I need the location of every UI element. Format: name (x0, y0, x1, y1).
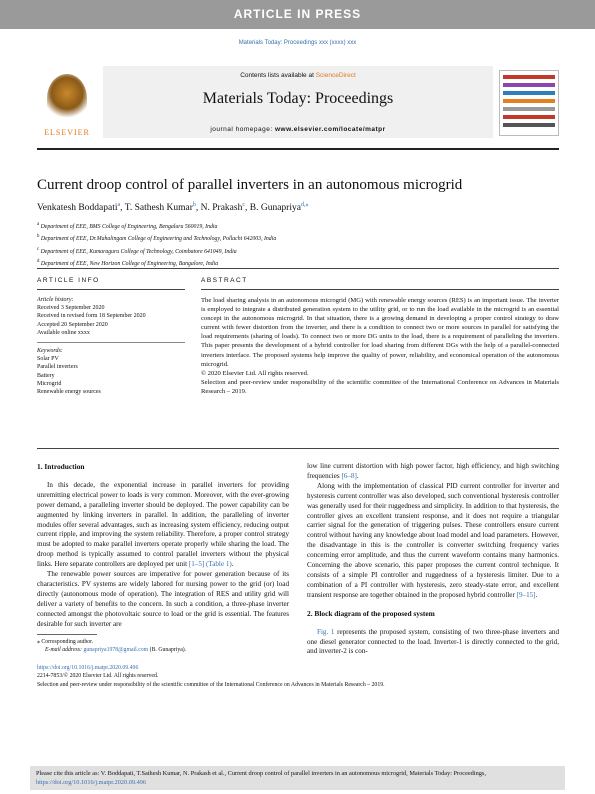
keyword: Microgrid (37, 380, 62, 387)
affiliation: $^c$ Department of EEE, Kumaraguru College of Technology, Coimbatore 641049, India (37, 246, 237, 255)
contents-prefix: Contents lists available at (240, 72, 316, 79)
homepage-url-link[interactable]: www.elsevier.com/locate/matpr (274, 126, 386, 133)
article-in-press-banner: ARTICLE IN PRESS (0, 0, 595, 29)
table-link[interactable]: (Table 1) (206, 560, 232, 569)
history-item: Available online xxxx (37, 329, 90, 336)
abstract-peer-review: Selection and peer-review under responsibility of the scientific committee of the International Conference on Advances in Materials Research – 2019. (201, 378, 559, 395)
author-affil-mark[interactable]: d,⁎ (300, 202, 309, 208)
history-item: Received in revised form 18 September 2020 (37, 313, 146, 320)
history-item: Accepted 20 September 2020 (37, 321, 108, 328)
author[interactable]: B. Gunapriya (249, 203, 301, 214)
keyword: Solar PV (37, 356, 59, 363)
citation-link[interactable]: [1–5] (188, 560, 205, 569)
article-title: Current droop control of parallel inverters in an autonomous microgrid (37, 177, 463, 193)
copyright-line: © 2020 Elsevier Ltd. All rights reserved. (201, 369, 309, 377)
abstract-body: The load sharing analysis in an autonomous microgrid (MG) with renewable energy sources (RES) is an important issue. The inverter is employed to integrate a distributed generation system to the utility grid, or to run the load available in the microgrid is an essential concept in the autonomous microgrid. In that situation, there is a growing demand in developing a proper control strategy to draw current with fewer distortion from the inverter, and there is a condition to connect two or more sources in parallel for satisfying the load requirements (sharing of loads). To connect two or more DG units to the load, there is a requirement of paralleling the inverters. This paper presents the development of a hybrid controller for load sharing from different DGs with the help of a parallel-connected inverters interface. The proposed systems help improve the quality of power, reliability, and economical operation of the autonomous microgrid. (201, 297, 559, 368)
corresponding-author-note: ⁎ Corresponding author. (37, 639, 94, 645)
section-heading: 1. Introduction (37, 462, 85, 471)
cite-doi-link[interactable]: https://doi.org/10.1016/j.matpr.2020.09.496 (36, 779, 147, 786)
author[interactable]: N. Prakash (200, 203, 243, 214)
keyword: Parallel inverters (37, 364, 78, 371)
masthead-divider (37, 148, 559, 150)
author-affil-mark[interactable]: c (242, 202, 246, 208)
contents-line (103, 72, 493, 79)
keyword: Renewable energy sources (37, 389, 101, 396)
article-info-heading: ARTICLE INFO (37, 277, 100, 284)
paragraph: low line current distortion with high power factor, high efficiency, and high switching frequencies [6–8]. (307, 462, 559, 480)
body-left-column (37, 462, 289, 630)
author-list: Venkatesh Boddapati$^a$, T. Sathesh Kumar$^b$, N. Prakash$^c$, B. Gunapriya$^{d,⁎}$ (37, 202, 309, 214)
cite-this-article-box: Please cite this article as: V. Boddapati, T.Sathesh Kumar, N. Prakash et al., Current droop control of parallel inverters in an autonomous microgrid, Materials Today: Proceedings, https://doi.org/10.1016/j.matpr.2020.09.496 (30, 766, 565, 790)
footnote (37, 638, 287, 654)
journal-homepage (103, 126, 493, 133)
author[interactable]: T. Sathesh Kumar (124, 203, 193, 214)
affiliation: $^b$ Department of EEE, Dr.Mahalingam College of Engineering and Technology, Pollachi 642003, India (37, 234, 277, 243)
elsevier-wordmark: ELSEVIER (44, 128, 90, 137)
paragraph: Along with the implementation of classical PID current controller for inverter and hysteresis current controller was also developed, such conventional hysteresis controller was generally used for their ruggedness and simplicity. In addition to that hysteresis, the controller gives an excellent transient response, and it does not require a triangular carrier signal for the generation of triggering pulses. These controllers ensure current control without having any knowledge about load model and load parameters. However, the disadvantage in this is the controller is converter switching frequency varies concerning error amplitude, and thus the current waveform contains many harmonics. Concerning the above scenario, this paper proposes the current control technique. It consists of a simple PI controller and ruggedness of a hysteresis limiter. Due to a combination of a PI controller with hysteresis, zero steady-state error, and excellent transient response are together obtained in the proposed hybrid controller [9–15]. (307, 481, 559, 599)
keyword: Battery (37, 372, 55, 379)
affiliation: $^d$ Department of EEE, New Horizon College of Engineering, Bangalore, India (37, 259, 219, 268)
header-divider (37, 268, 559, 269)
email-link[interactable]: gunapriya1978@gmail.com (83, 647, 149, 653)
affiliation: $^a$ Department of EEE, BMS College of Engineering, Bengaluru 560019, India (37, 222, 218, 230)
info-divider (37, 289, 185, 290)
author-affil-mark[interactable]: a (117, 202, 121, 208)
history-item: Received 3 September 2020 (37, 305, 105, 312)
journal-reference-link[interactable]: Materials Today: Proceedings xxx (xxxx) xxx (238, 40, 357, 46)
doi-link[interactable]: https://doi.org/10.1016/j.matpr.2020.09.496 (37, 665, 139, 671)
body-right-column (307, 462, 559, 657)
keywords-divider (37, 342, 185, 343)
affiliations (37, 220, 559, 270)
history-label: Article history: (37, 297, 74, 303)
paragraph: In this decade, the exponential increase in parallel inverters for providing unremitting electrical power to loads is very common. Moreover, with the ever-growing power demand, a paralleling inverter should be deployed. The power capability can be augmented by linking inverters in parallel. In addition, the paralleling of inverter modules offer several advantages, such as increasing system efficiency, reducing output current ripple, and improving the system reliability. Therefore, a proper control strategy must be adopted to make parallel inverters operate properly while sharing the load. The droop method is typically assumed to control parallel inverters without the physical links. Here separate controllers are deployed per unit [1–5] (Table 1). (37, 480, 289, 569)
paragraph: Fig. 1 represents the proposed system, consisting of two three-phase inverters and one diesel generator connected to the load. Inverter-1 is directly connected to the grid, and inverter-2 is con- (307, 627, 560, 656)
doi-block (37, 664, 559, 689)
journal-title: Materials Today: Proceedings (202, 90, 394, 107)
email-line: E-mail address: gunapriya1978@gmail.com (B. Gunapriya). (45, 647, 187, 653)
issn-line: 2214-7853/© 2020 Elsevier Ltd. All rights reserved. (37, 673, 159, 680)
article-info (37, 296, 185, 396)
abstract-bottom-divider (37, 448, 559, 449)
author-affil-mark[interactable]: b (192, 202, 196, 208)
paragraph: The renewable power sources are imperative for power generation because of its characteristics. PV systems are widely labored for nursing power to the grid (or) load directly (autonomous mode of operation). The integration of RES and utility grid will deliver a variety of benefits to the concern. In such a condition, a three-phase inverter connected amongst the photovoltaic source to load or the grid is essential. The features desirable for such inverter are (37, 570, 289, 628)
elsevier-logo (37, 70, 97, 140)
citation-link[interactable]: [9–15] (516, 590, 536, 599)
journal-cover-thumbnail (499, 70, 559, 136)
abstract-divider (201, 289, 559, 290)
footnote-divider (37, 634, 97, 635)
homepage-label: journal homepage: (210, 126, 275, 133)
masthead (37, 66, 559, 146)
section-heading: 2. Block diagram of the proposed system (307, 608, 435, 618)
keywords-label: Keywords: (37, 348, 63, 355)
abstract-heading: ABSTRACT (201, 277, 248, 284)
doi-peer-review: Selection and peer-review under responsibility of the scientific committee of the International Conference on Advances in Materials Research – 2019. (37, 681, 385, 688)
author[interactable]: Venkatesh Boddapati (37, 203, 118, 214)
elsevier-tree-icon (47, 74, 87, 122)
abstract (201, 296, 559, 396)
citation-link[interactable]: [6–8] (341, 471, 357, 480)
sciencedirect-link[interactable]: ScienceDirect (315, 72, 356, 79)
masthead-center (103, 66, 493, 138)
figure-link[interactable]: Fig. 1 (317, 627, 335, 636)
